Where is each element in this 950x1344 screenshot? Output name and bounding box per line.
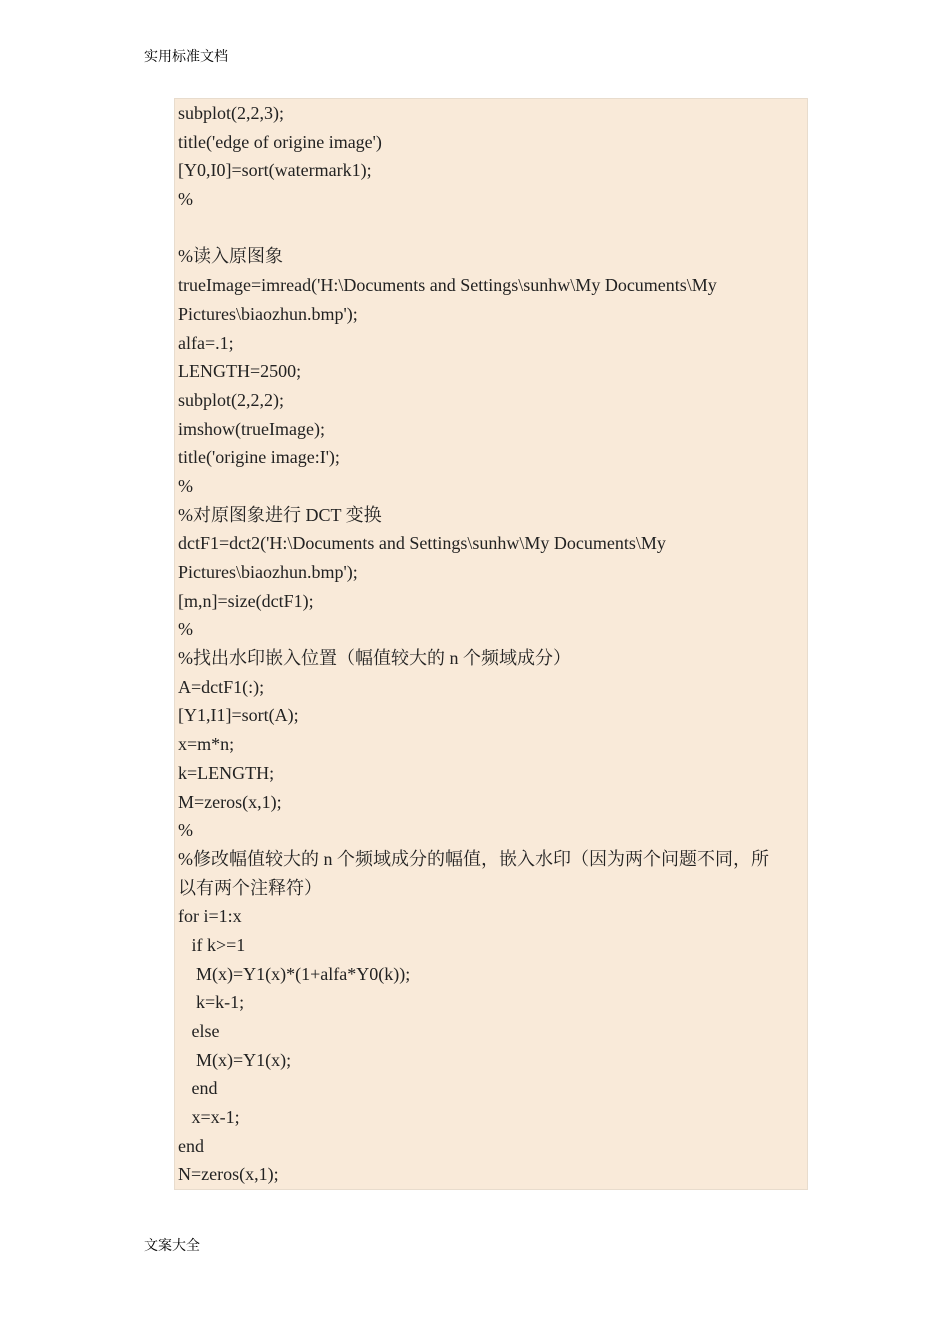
code-line: %对原图象进行 DCT 变换 — [178, 504, 382, 525]
code-line: %修改幅值较大的 n 个频域成分的幅值，嵌入水印（因为两个问题不同，所 — [178, 848, 769, 869]
code-line: title('edge of origine image') — [178, 131, 382, 152]
code-line: % — [178, 189, 193, 210]
code-line: else — [178, 1021, 220, 1041]
code-line: % — [178, 820, 193, 841]
code-line: [m,n]=size(dctF1); — [178, 590, 314, 611]
code-line: trueImage=imread('H:\Documents and Settings\sunhw\My Documents\My — [178, 275, 717, 296]
code-line: title('origine image:I'); — [178, 447, 340, 468]
code-line: [Y1,I1]=sort(A); — [178, 705, 299, 726]
code-line: % — [178, 619, 193, 640]
code-line: Pictures\biaozhun.bmp'); — [178, 303, 358, 324]
code-line: dctF1=dct2('H:\Documents and Settings\sunhw\My Documents\My — [178, 533, 666, 554]
code-line: A=dctF1(:); — [178, 676, 265, 697]
code-line: M(x)=Y1(x); — [178, 1049, 292, 1070]
code-line: 以有两个注释符） — [178, 877, 322, 898]
code-line — [178, 214, 807, 243]
code-line: k=LENGTH; — [178, 762, 275, 783]
code-line: imshow(trueImage); — [178, 418, 325, 439]
code-line: [Y0,I0]=sort(watermark1); — [178, 160, 372, 181]
page-footer: 文案大全 — [144, 1238, 200, 1254]
code-line: M(x)=Y1(x)*(1+alfa*Y0(k)); — [178, 963, 411, 984]
code-line: M=zeros(x,1); — [178, 791, 282, 812]
code-line: N=zeros(x,1); — [178, 1164, 279, 1185]
code-line: subplot(2,2,3); — [178, 103, 284, 123]
code-line: end — [178, 1135, 204, 1156]
code-line: % — [178, 475, 193, 496]
code-block — [174, 98, 808, 1190]
code-line: LENGTH=2500; — [178, 361, 302, 382]
code-line: x=x-1; — [178, 1107, 240, 1128]
code-line: Pictures\biaozhun.bmp'); — [178, 562, 358, 582]
code-line: for i=1:x — [178, 906, 242, 927]
code-line: x=m*n; — [178, 734, 235, 755]
code-line: k=k-1; — [178, 992, 245, 1013]
code-line: subplot(2,2,2); — [178, 389, 284, 410]
page-header: 实用标准文档 — [144, 49, 228, 65]
code-line: alfa=.1; — [178, 332, 234, 353]
code-line: if k>=1 — [178, 934, 246, 955]
code-line: end — [178, 1078, 218, 1099]
code-line: %找出水印嵌入位置（幅值较大的 n 个频域成分） — [178, 648, 571, 669]
code-line: %读入原图象 — [178, 246, 283, 267]
